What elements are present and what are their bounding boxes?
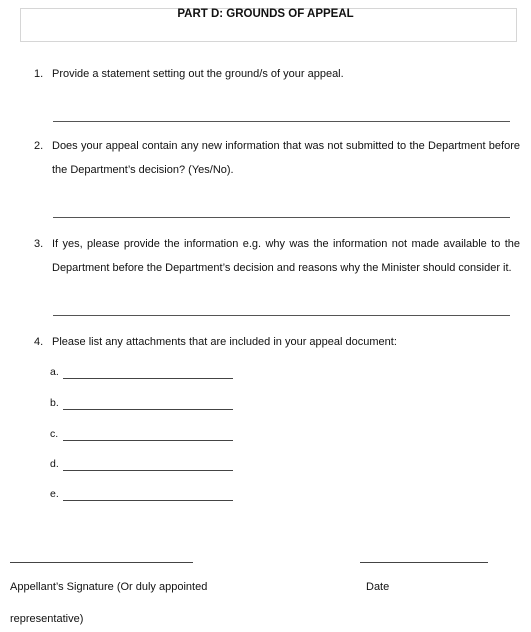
question-number: 3. — [34, 238, 44, 250]
question-text: Does your appeal contain any new information that was not submitted to the Department before the Department’s decision? (Yes/No). — [52, 140, 520, 176]
date-line[interactable] — [360, 562, 488, 563]
question-2 — [34, 134, 520, 182]
signature-label-continued: representative) — [10, 613, 84, 625]
attachment-item-d — [50, 458, 240, 474]
question-number: 2. — [34, 140, 44, 152]
attachment-item-b — [50, 397, 240, 413]
attachment-letter: b. — [50, 397, 59, 409]
attachment-line[interactable] — [63, 440, 233, 441]
attachment-letter: d. — [50, 458, 59, 470]
attachment-item-e — [50, 488, 240, 504]
signature-line[interactable] — [10, 562, 193, 563]
answer-line-1[interactable] — [53, 121, 510, 122]
question-1 — [34, 62, 520, 86]
attachment-letter: c. — [50, 428, 59, 440]
attachment-line[interactable] — [63, 378, 233, 379]
attachment-letter: a. — [50, 366, 59, 378]
answer-line-2[interactable] — [53, 217, 510, 218]
date-label: Date — [366, 581, 390, 593]
attachment-letter: e. — [50, 488, 59, 500]
question-4 — [34, 330, 520, 354]
question-3 — [34, 232, 520, 280]
attachment-line[interactable] — [63, 500, 233, 501]
attachment-line[interactable] — [63, 409, 233, 410]
question-number: 1. — [34, 68, 44, 80]
attachment-item-a — [50, 366, 240, 382]
answer-line-3[interactable] — [53, 315, 510, 316]
question-text: Provide a statement setting out the ground/s of your appeal. — [52, 68, 344, 80]
question-text: Please list any attachments that are included in your appeal document: — [52, 336, 397, 348]
question-text: If yes, please provide the information e.g. why was the information not made available to the Department before the Department’s decision and reasons why the Minister should consider it. — [52, 238, 520, 274]
signature-label: Appellant’s Signature (Or duly appointed — [10, 581, 208, 593]
section-title: PART D: GROUNDS OF APPEAL — [177, 8, 354, 20]
attachment-item-c — [50, 428, 240, 444]
question-number: 4. — [34, 336, 44, 348]
attachment-line[interactable] — [63, 470, 233, 471]
